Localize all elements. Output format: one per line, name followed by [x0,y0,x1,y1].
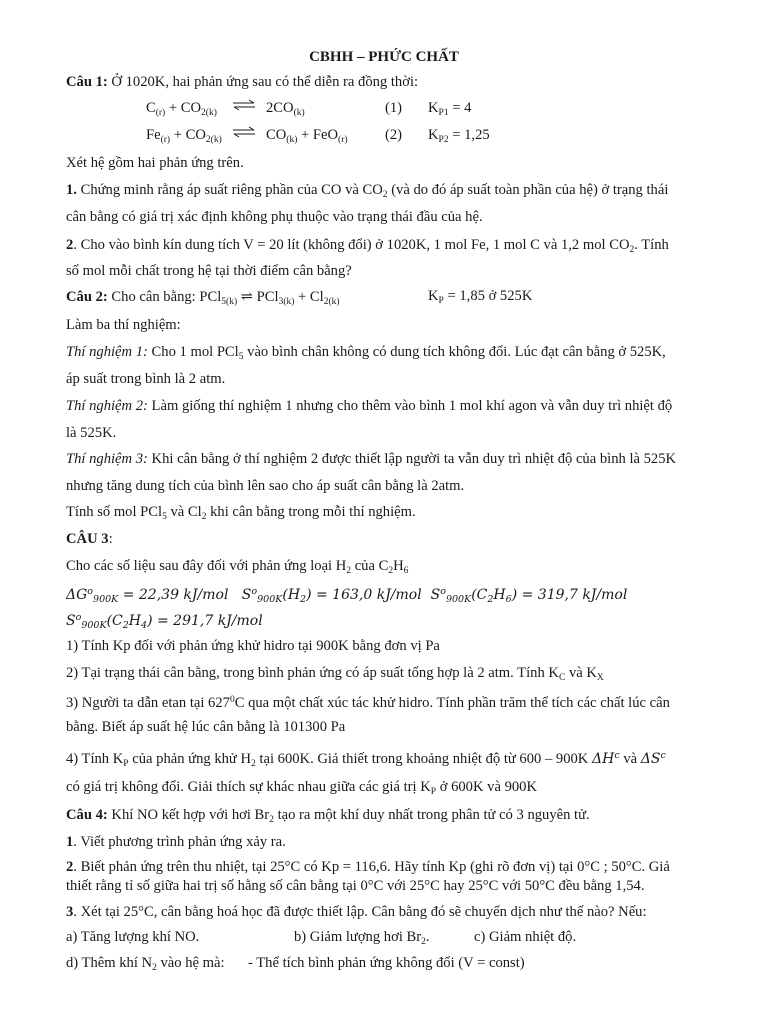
q3-s3-line2: bằng. Biết áp suất hệ lúc cân bằng là 101300 Pa [66,719,346,735]
q4-part2-line2: thiết rằng tỉ số giữa hai trị số hằng số cân bằng tại 0°C với 25°C hay 25°C với 50°C đều bằng 1,54. [66,878,645,894]
q4-part3: 3. Xét tại 25°C, cân bằng hoá học đã được thiết lập. Cân bằng đó sẽ chuyển dịch như thế nào? Nếu: [66,904,647,920]
kp1: $K_{P1} = 4$ [428,100,472,118]
q1-consider: Xét hệ gồm hai phản ứng trên. [66,155,244,171]
page-title: CBHH – PHỨC CHẤT [309,49,459,65]
q2-intro: Câu 2: Cho cân bằng: PCl$_{5(k)}$ ⇌ $PCl_{3(k)} + Cl_{2(k)}$ [66,289,340,307]
q2-exp3: Thí nghiệm 3: Khi cân bằng ở thí nghiệm 2 được thiết lập người ta vẫn duy trì nhiệt độ của bình là 525K [66,451,677,467]
q4-option-d: d) Thêm khí $N_2$ vào hệ mà: [66,955,225,973]
reaction-1-number: (1) [385,100,403,116]
equilibrium-arrow-icon [232,125,256,144]
q2-exp2: Thí nghiệm 2: Làm giống thí nghiệm 1 nhưng cho thêm vào bình 1 mol khí agon và vẫn duy trì nhiệt độ [66,398,673,414]
q3-intro: Cho các số liệu sau đây đối với phản ứng loại $H_2$ của $C_2H_6$ [66,558,409,576]
q3-thermo-data-2: $S^o_{900K}(C_2H_4) = 291,7$ kJ/mol [66,612,263,631]
q2-ask: Tính số mol PCl$_5$ và $Cl_2$ khi cân bằng trong mỗi thí nghiệm. [66,504,416,522]
q4-option-d-condition: - Thể tích bình phản ứng không đổi (V = const) [248,955,525,971]
q2-exp2-line2: là 525K. [66,425,117,441]
q2-exp3-line2: nhưng tăng dung tích của bình lên sao cho áp suất cân bằng là 2atm. [66,478,465,494]
q3-s3: 3) Người ta dẫn etan tại $627^0C$ qua một chất xúc tác khử hidro. Tính phần trăm thể tích các chất lúc cân [66,695,670,711]
equilibrium-arrow-icon [232,98,256,117]
q4-part1: 1. Viết phương trình phản ứng xảy ra. [66,834,286,850]
q4-intro: Câu 4: Khí NO kết hợp với hơi $Br_2$ tạo ra một khí duy nhất trong phân tử có 3 nguyên tử. [66,807,590,825]
reaction-1-products: $2CO_{(k)}$ [266,100,305,118]
q1-part2: 2. Cho vào bình kín dung tích V = 20 lít (không đổi) ở 1020K, 1 mol Fe, 1 mol C và 1,2 mol $CO_2$. Tính [66,237,669,255]
q1-intro: Câu 1: Ở 1020K, hai phản ứng sau có thể diễn ra đồng thời: [66,74,419,90]
q3-s2: 2) Tại trạng thái cân bằng, trong bình phản ứng có áp suất tổng hợp là 2 atm. Tính $K_C$ và $K_X$ [66,665,604,683]
q1-part1: 1. Chứng minh rằng áp suất riêng phần của CO và $CO_2$ (và do đó áp suất toàn phần của hệ) ở trạng thái [66,182,669,200]
reaction-2-number: (2) [385,127,403,143]
q2-exp1: Thí nghiệm 1: Cho 1 mol PCl$_5$ vào bình chân không có dung tích không đổi. Lúc đạt cân bằng ở 525K, [66,344,666,362]
reaction-2-products: $CO_{(k)} + FeO_{(r)}$ [266,127,348,145]
q3-s1: 1) Tính Kp đối với phản ứng khử hidro tại 900K bằng đơn vị Pa [66,638,440,654]
q4-option-a: a) Tăng lượng khí NO. [66,929,200,945]
q2-exp1-line2: áp suất trong bình là 2 atm. [66,371,226,387]
q3-thermo-data: $\Delta G^o_{900K} = 22,39$ kJ/mol $S^o_{900K}(H_2) = 163,0$ kJ/mol $S^o_{900K}(C_2H_6) = 319,7$ kJ/mol [66,586,628,605]
q3-label: CÂU 3: [66,531,113,547]
kp2: $K_{P2} = 1,25$ [428,127,490,145]
q2-three-experiments: Làm ba thí nghiệm: [66,317,181,333]
q4-option-c: c) Giảm nhiệt độ. [474,929,577,945]
q3-s4: 4) Tính $K_P$ của phản ứng khử $H_2$ tại 600K. Giả thiết trong khoảng nhiệt độ từ 600 – 900K $\Delta H^c$ và $\Delta S^c$ [66,750,666,769]
q4-option-b: b) Giảm lượng hơi $Br_2$. [294,929,430,947]
reaction-1: $C_{(r)} + CO_{2(k)}$ [146,100,217,118]
q1-part2-line2: số mol mỗi chất trong hệ tại thời điểm cân bằng? [66,263,352,279]
q2-kp: $K_P = 1,85$ ở 525K [428,288,533,306]
reaction-2: $Fe_{(r)} + CO_{2(k)}$ [146,127,222,145]
q4-part2: 2. Biết phản ứng trên thu nhiệt, tại 25°C có Kp = 116,6. Hãy tính Kp (ghi rõ đơn vị) tại 0°C ; 50°C. Giả [66,859,670,875]
q3-s4-line2: có giá trị không đổi. Giải thích sự khác nhau giữa các giá trị $K_P$ ở 600K và 900K [66,779,538,797]
q1-part1-line2: cân bằng có giá trị xác định không phụ thuộc vào trạng thái đầu của hệ. [66,209,483,225]
